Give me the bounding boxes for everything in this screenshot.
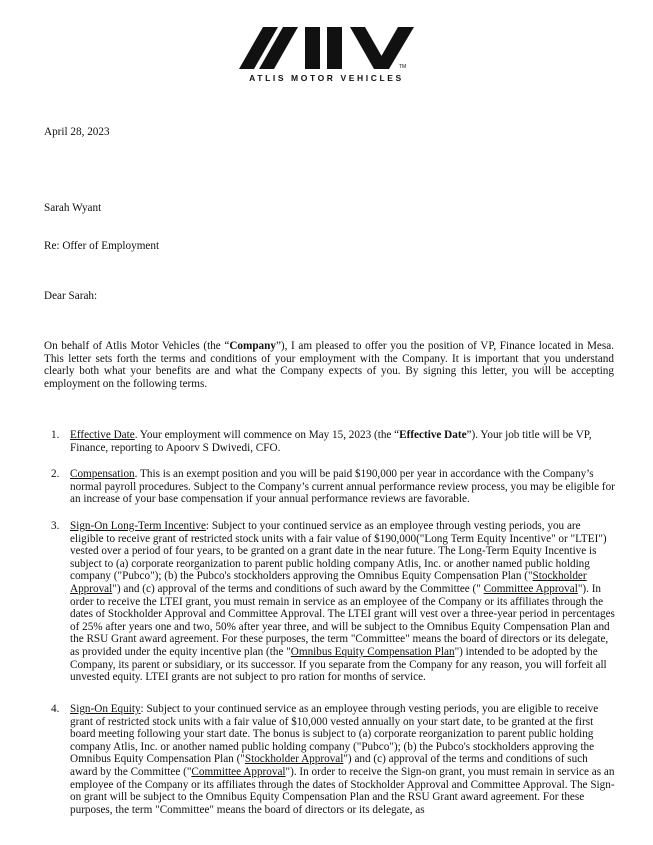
atlis-logo-icon xyxy=(239,27,414,69)
effective-date-term: Effective Date xyxy=(399,429,467,441)
item-text: ") intended to be adopted by the Company, its parent or subsidiary, or its successor. If you separate from the Company for any reason, you will forfeit all unvested equity. LTEI grants are not subject to pro ration for months of service. xyxy=(70,645,607,684)
item-number: 3. xyxy=(51,520,60,532)
salutation: Dear Sarah: xyxy=(44,290,98,302)
item-text: ”). Your job title will be VP, Finance, reporting to Apoorv S Dwivedi, CFO. xyxy=(70,429,592,454)
committee-approval-term: Committee Approval xyxy=(483,582,578,595)
item-text: : Subject to your continued service as an employee through vesting periods, you are eligible to receive grant of restricted stock units with a fair value of $10,000 vested annually on your start date, to be granted at the first board meeting following your start date. The bonus is subject to (a) corporate reorganization to parent public holding company Atlis, Inc. or another named public holding company ("Pubco"); (b) the Pubco's stockholders approving the Omnibus Equity Compensation Plan (" xyxy=(70,703,599,766)
omnibus-plan-term: Omnibus Equity Compensation Plan xyxy=(290,645,455,658)
company-name: ATLIS MOTOR VEHICLES xyxy=(249,73,404,83)
item-title: Sign-On Long-Term Incentive xyxy=(70,520,206,532)
item-title: Compensation xyxy=(70,468,135,480)
item-text: : Subject to your continued service as an employee through vesting periods, you are eligible to receive grant of restricted stock units with a fair value of $190,000("Long Term Equity Incentive" or "LTEI") vested over a period of four years, to be granted on a grant date in the near future. The Long-Term Equity Incentive is subject to (a) corporate reorganization to parent public holding company Atlis, Inc. or another named public holding company ("Pubco"); (b) the Pubco's stockholders approving the Omnibus Equity Compensation Plan (" xyxy=(70,520,607,583)
intro-paragraph xyxy=(44,340,614,390)
stockholder-approval-term: Stockholder Approval xyxy=(244,753,344,766)
list-item-compensation xyxy=(51,468,616,506)
list-item-long-term-incentive xyxy=(51,520,616,684)
recipient-name: Sarah Wyant xyxy=(44,202,102,214)
item-text: . Your employment will commence on May 15, 2023 (the “ xyxy=(134,429,400,441)
item-text: . This is an exempt position and you will be paid $190,000 per year in accordance with the Company’s normal payroll procedures. Subject to the Company’s current annual performance review process, you may be eligible for an increase of your base compensation if your annual performance reviews are favorable. xyxy=(70,468,615,506)
committee-approval-term: Committee Approval xyxy=(191,765,286,778)
item-title: Sign-On Equity xyxy=(70,703,141,715)
item-text: "). In order to receive the Sign-on grant, you must remain in service as an employee of the Company or its affiliates through the dates of Stockholder Approval and Committee Approval. The Sign-on grant will be subject to the Omnibus Equity Compensation Plan and the RSU Grant award agreement. For these purposes, the term "Committee" means the board of directors or its delegate, as xyxy=(70,765,615,816)
list-item-effective-date xyxy=(51,429,616,454)
list-item-sign-on-equity xyxy=(51,703,616,816)
intro-text-1: On behalf of Atlis Motor Vehicles (the “ xyxy=(44,340,230,352)
intro-text-2: ”), I am pleased to offer you the position of VP, Finance located in Mesa. This letter sets forth the terms and conditions of your employment with the Company. It is important that you understand clearly both what your benefits are and what the Company expects of you. By signing this letter, you will be accepting employment on the following terms. xyxy=(44,340,615,390)
item-text: "). In order to receive the LTEI grant, you must remain in service as an employee of the Company or its affiliates through the dates of Stockholder Approval and Committee Approval. The LTEI grant will vest over a three-year period in percentages of 25% after years one and two, 50% after year three, and will be subject to the Omnibus Equity Compensation Plan and the RSU Grant award agreement. For these purposes, the term "Committee" means the board of directors or its delegate, as provided under the equity incentive plan (the " xyxy=(70,582,615,658)
item-text: ") and (c) approval of the terms and conditions of such award by the Committee (" xyxy=(70,753,588,778)
stockholder-approval-term: Stockholder Approval xyxy=(70,570,587,595)
item-title: Effective Date xyxy=(70,429,135,441)
item-text: ") and (c) approval of the terms and conditions of such award by the Committee (" xyxy=(112,582,484,595)
company-term: Company xyxy=(229,340,276,352)
subject-line: Re: Offer of Employment xyxy=(44,240,160,252)
letterhead xyxy=(0,27,653,85)
letter-date: April 28, 2023 xyxy=(44,126,110,138)
item-number: 2. xyxy=(51,468,60,480)
trademark-mark: TM xyxy=(399,64,407,69)
item-number: 4. xyxy=(51,703,60,715)
item-number: 1. xyxy=(51,429,60,441)
